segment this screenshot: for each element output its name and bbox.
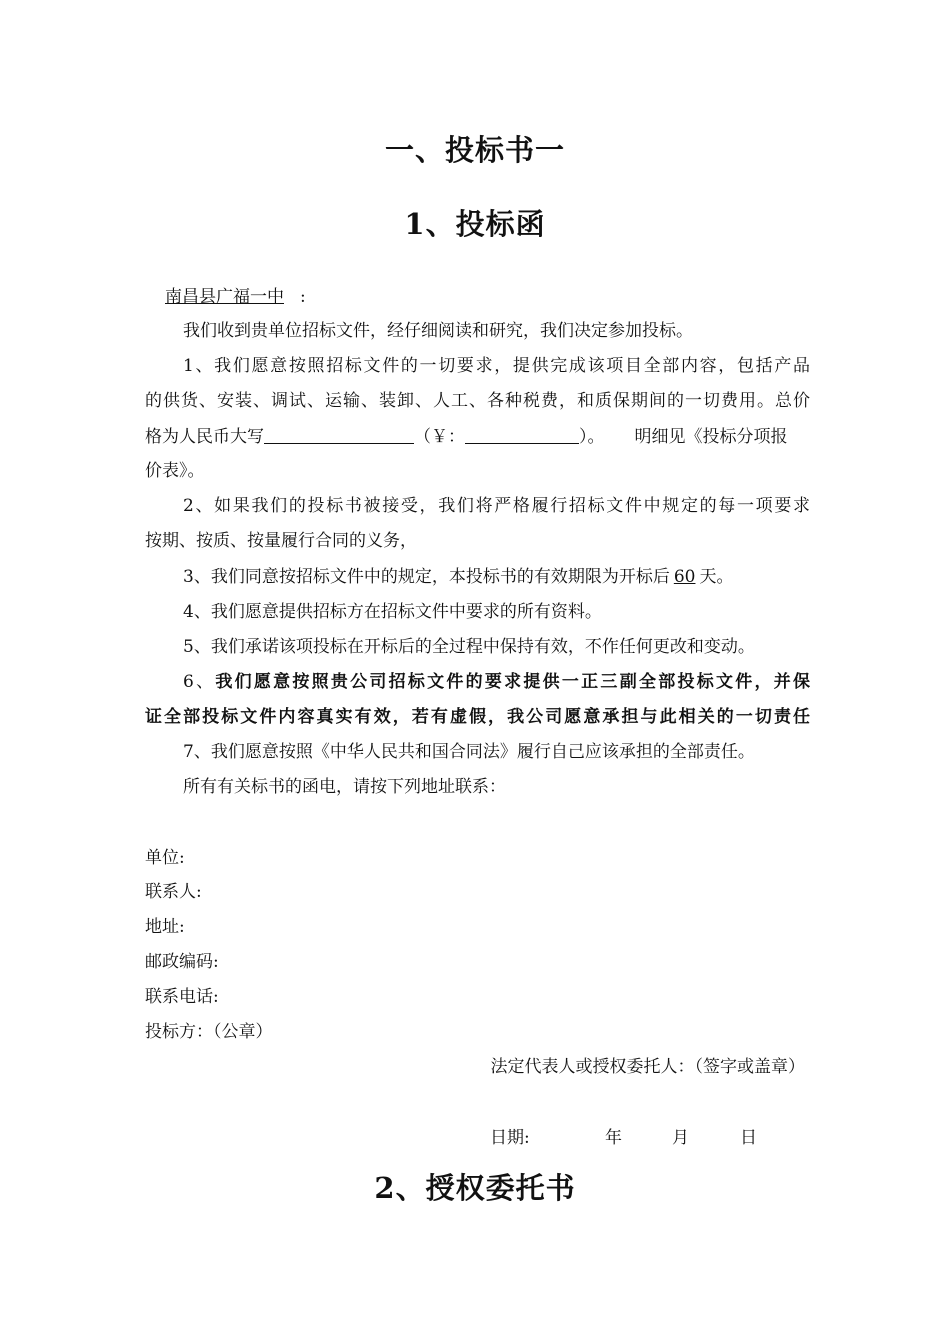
item3-text: 3、我们同意按招标文件中的规定，本投标书的有效期限为开标后 xyxy=(183,567,670,587)
field-contact-person: 联系人: xyxy=(145,882,202,902)
details-reference: 明细见《投标分项报 xyxy=(634,427,788,447)
date-month: 月 xyxy=(672,1128,689,1148)
item7-line: 7、我们愿意按照《中华人民共和国合同法》履行自己应该承担的全部责任。 xyxy=(183,742,755,762)
item6-line1 xyxy=(183,671,810,693)
item4-line: 4、我们愿意提供招标方在招标文件中要求的所有资料。 xyxy=(183,602,602,622)
item3-line xyxy=(183,566,810,588)
field-unit: 单位: xyxy=(145,848,185,868)
item6-text: 我们愿意按照贵公司招标文件的要求提供一正三副全部投标文件，并保 xyxy=(215,672,810,692)
date-label: 日期: xyxy=(490,1128,530,1148)
item1-line2: 的供货、安装、调试、运输、装卸、人工、各种税费，和质保期间的一切费用。总价 xyxy=(145,391,810,411)
item6-number: 6、 xyxy=(183,672,216,692)
section-heading-authorization: 2、授权委托书 xyxy=(374,1171,576,1205)
amount-label: 格为人民币大写 xyxy=(145,427,264,447)
field-address: 地址: xyxy=(145,917,185,937)
main-heading: 一、投标书一 xyxy=(384,133,565,167)
item2-line1: 2、如果我们的投标书被接受，我们将严格履行招标文件中规定的每一项要求 xyxy=(183,496,810,516)
amount-words-blank xyxy=(264,425,414,444)
field-bidder-seal: 投标方：（公章） xyxy=(145,1022,273,1042)
field-phone: 联系电话: xyxy=(145,987,219,1007)
item1-line1: 1、我们愿意按照招标文件的一切要求，提供完成该项目全部内容，包括产品 xyxy=(183,356,810,376)
field-postcode: 邮政编码: xyxy=(145,952,219,972)
recipient-suffix: : xyxy=(300,287,306,307)
item1-line3 xyxy=(145,425,810,448)
validity-days: 60 xyxy=(673,567,696,587)
intro-paragraph: 我们收到贵单位招标文件，经仔细阅读和研究，我们决定参加投标。 xyxy=(183,321,693,341)
item5-line: 5、我们承诺该项投标在开标后的全过程中保持有效，不作任何更改和变动。 xyxy=(183,637,755,657)
contact-intro: 所有有关标书的函电，请按下列地址联系： xyxy=(183,777,506,797)
representative-signature: 法定代表人或授权委托人：（签字或盖章） xyxy=(490,1057,805,1077)
date-year: 年 xyxy=(605,1128,622,1148)
amount-number-blank xyxy=(465,425,579,444)
date-day: 日 xyxy=(740,1128,757,1148)
item1-line4: 价表》。 xyxy=(145,461,205,481)
item3-suffix: 天。 xyxy=(699,567,734,587)
recipient-line xyxy=(145,286,810,308)
item2-line2: 按期、按质、按量履行合同的义务， xyxy=(145,531,417,551)
amount-yuan-label: （￥： xyxy=(414,427,465,447)
amount-close: ）。 xyxy=(579,427,605,447)
recipient-name: 南昌县广福一中 xyxy=(165,287,284,307)
item6-line2: 证全部投标文件内容真实有效，若有虚假，我公司愿意承担与此相关的一切责任 xyxy=(145,707,810,727)
section-heading-bid-letter: 1、投标函 xyxy=(404,207,546,241)
